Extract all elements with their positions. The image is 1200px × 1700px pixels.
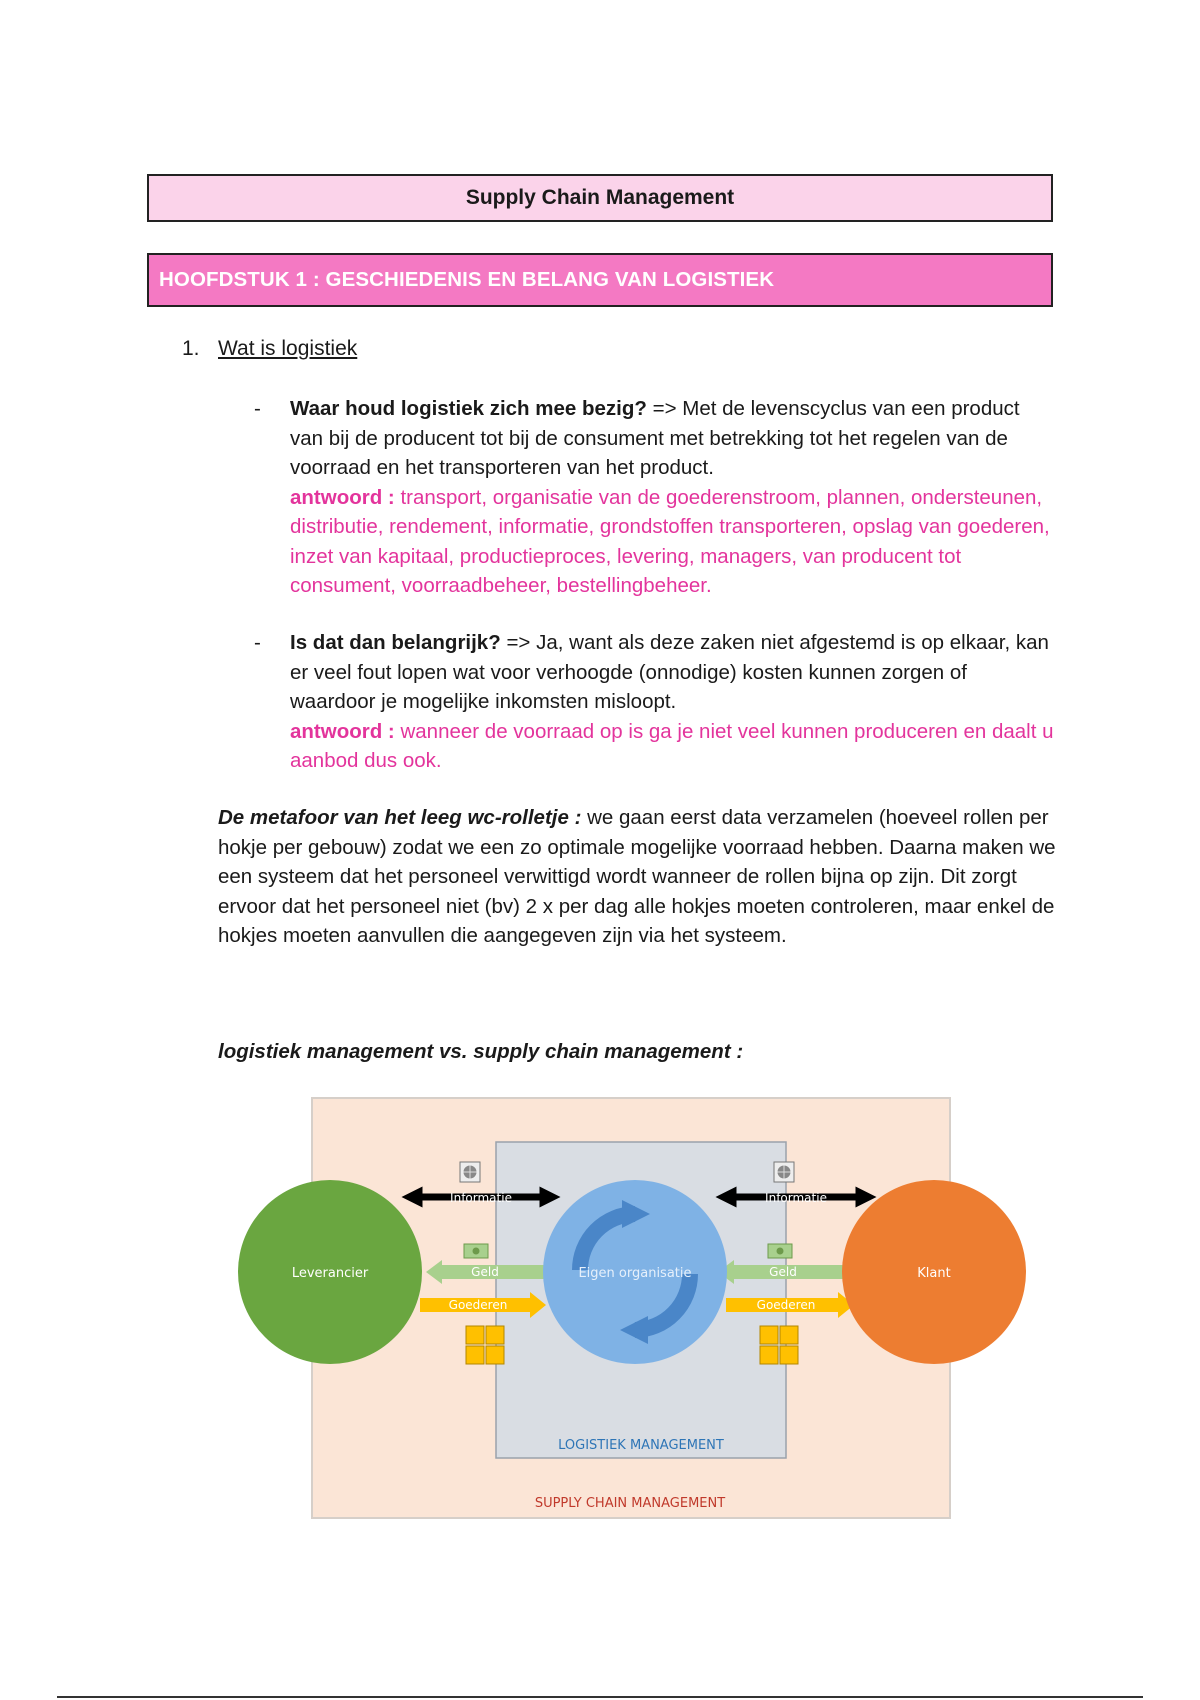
answer-label: antwoord : (290, 485, 395, 509)
bullet-dash: - (254, 631, 261, 654)
bullet-text: Ja, want als deze zaken niet afgestemd is op elkaar, kan er veel fout lopen wat voor verhoogde (onnodige) kosten kunnen zorgen of waardoor je mogelijke inkomsten misloopt. (290, 631, 1049, 713)
supplier-node (238, 1180, 422, 1364)
globe-icon (460, 1162, 480, 1182)
section-number: 1. (182, 337, 200, 360)
money-label-right: Geld (769, 1265, 797, 1279)
money-label-left: Geld (471, 1265, 499, 1279)
supplier-label: Leverancier (291, 1266, 369, 1281)
bullet-question: Is dat dan belangrijk? (290, 631, 501, 654)
scm-label: SUPPLY CHAIN MANAGEMENT (534, 1496, 726, 1511)
metaphor-paragraph (218, 803, 1058, 951)
customer-label: Klant (917, 1266, 951, 1281)
info-label-right: Informatie (765, 1191, 827, 1205)
supply-chain-diagram (230, 1090, 1040, 1530)
bullet-answer (290, 486, 1050, 598)
logistics-management-label: LOGISTIEK MANAGEMENT (558, 1438, 724, 1453)
bullet-dash: - (254, 397, 261, 420)
globe-icon (774, 1162, 794, 1182)
answer-text: transport, organisatie van de goederenstroom, plannen, ondersteunen, distributie, rendement, informatie, grondstoffen transporteren, opslag van goederen, inzet van kapitaal, productieproces, levering, managers, van producent tot consument, voorraadbeheer, bestellingbeheer. (290, 485, 1050, 597)
chapter-heading: HOOFDSTUK 1 : GESCHIEDENIS EN BELANG VAN LOGISTIEK (147, 253, 1053, 307)
section-title: Wat is logistiek (218, 337, 358, 360)
bullet-text: Met de levenscyclus van een product van bij de producent tot bij de consument met betrekking tot het regelen van de voorraad en het transporteren van het product. (290, 397, 1020, 479)
bullet-item (254, 394, 1054, 601)
goods-label-right: Goederen (756, 1298, 816, 1312)
bullet-question: Waar houd logistiek zich mee bezig? (290, 397, 647, 420)
bullet-answer (290, 720, 1054, 773)
own-organisation-label: Eigen organisatie (578, 1266, 692, 1281)
own-organisation-node (543, 1180, 727, 1364)
answer-label: antwoord : (290, 719, 395, 743)
info-label-left: Informatie (450, 1191, 512, 1205)
document-title: Supply Chain Management (147, 174, 1053, 222)
metaphor-lead: De metafoor van het leeg wc-rolletje : (218, 806, 582, 829)
bullet-item (254, 628, 1054, 776)
customer-node (842, 1180, 1026, 1364)
money-icon (768, 1244, 792, 1258)
comparison-heading: logistiek management vs. supply chain management : (218, 1040, 744, 1063)
money-icon (464, 1244, 488, 1258)
goods-label-left: Goederen (448, 1298, 508, 1312)
answer-text: wanneer de voorraad op is ga je niet veel kunnen produceren en daalt u aanbod dus ook. (290, 719, 1054, 772)
bullet-arrow: => (500, 631, 537, 654)
bullet-arrow: => (646, 397, 683, 420)
bottom-divider (57, 1696, 1143, 1698)
section-heading (182, 337, 357, 361)
metaphor-text: we gaan eerst data verzamelen (hoeveel rollen per hokje per gebouw) zodat we een zo optimale mogelijke voorraad hebben. Daarna maken we een systeem dat het personeel verwittigd wordt wanneer de rollen bijna op zijn. Dit zorgt ervoor dat het personeel niet (bv) 2 x per dag alle hokjes moeten controleren, maar enkel de hokjes moeten aanvullen die aangegeven zijn via het systeem. (218, 806, 1056, 947)
